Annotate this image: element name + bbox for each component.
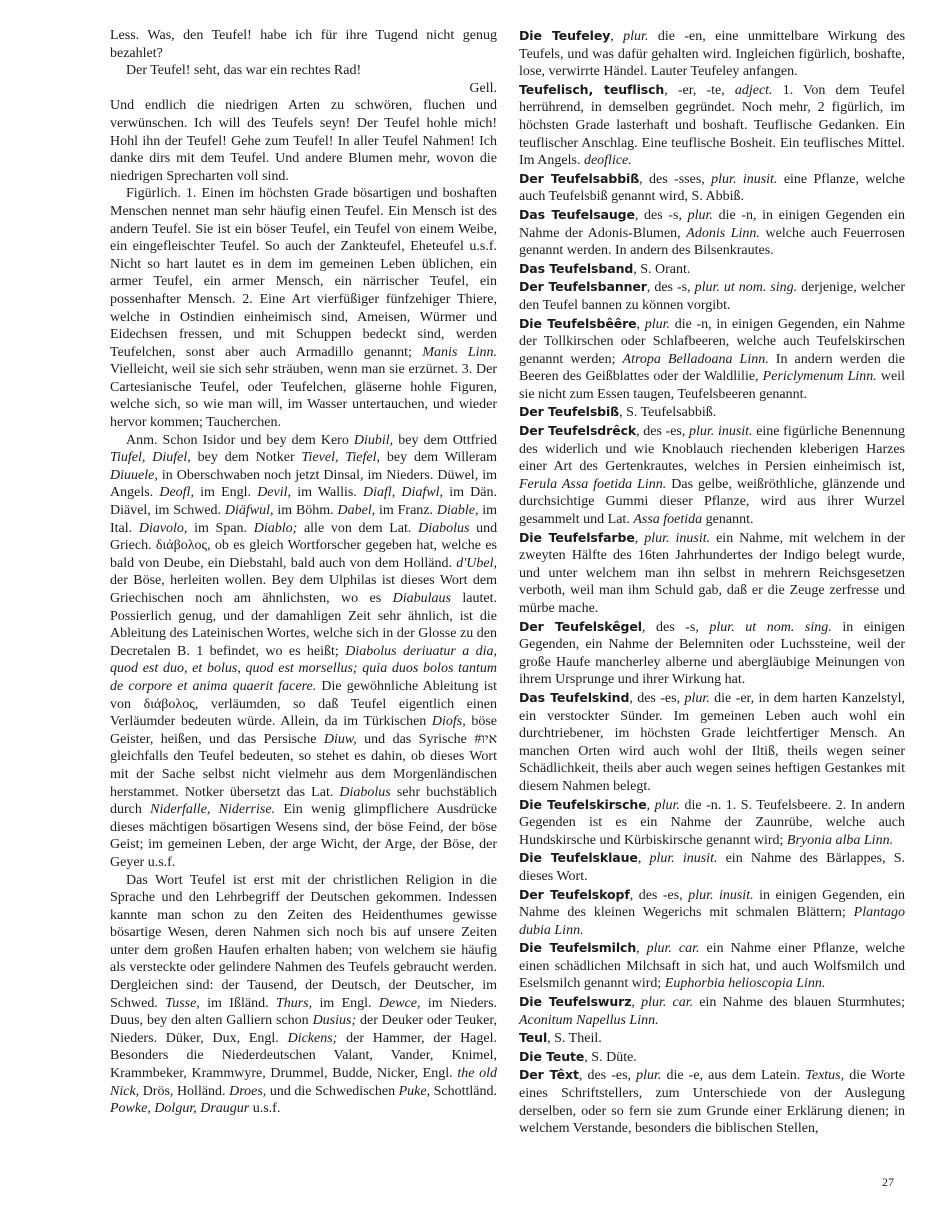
right-column bbox=[519, 27, 905, 1138]
entry-teul: Teul, S. Theil. bbox=[519, 1030, 602, 1047]
entry-teufelskind: Das Teufelskind, des -es, plur. die -er, in dem harten Kanzelstyl, ein verstockter Sünder. Im gemeinen Leben auch wohl ein durchtriebener, im höchsten Grade leichtfertiger Mensch. An manchen Orten wird auch wohl der Iltiß, theils wegen seiner Schädlichkeit, theils aber auch wegen seines heftigen Gestankes mit diesem Nahmen belegt. bbox=[519, 689, 906, 794]
quote-lessing: Less. Was, den Teufel! habe ich für ihre Tugend nicht genug bezahlet? bbox=[110, 28, 497, 61]
page-number: 27 bbox=[882, 1175, 894, 1189]
entry-teufelsdreck: Der Teufelsdrêck, des -es, plur. inusit. eine figürliche Benennung des widerlich und wie Knoblauch riechenden kleberigen Harzes einer Art des Gertenkrautes, welches in Persien einheimisch ist, Ferula Assa foetida Linn. Das gelbe, weißröthliche, glänzende und durchsichtige Gummi dieser Pflanze, wird aus ihrer Wurzel gesammelt und Lat. Assa foetida genannt. bbox=[519, 423, 906, 528]
entry-teufeley: Die Teufeley, plur. die -en, eine unmittelbare Wirkung des Teufels, und was dafür gehalten wird. Ingleichen figürlich, boshafte, lose, verwirrte Händel. Lauter Teufeley anfangen. bbox=[519, 28, 906, 80]
entry-teufelsmilch: Die Teufelsmilch, plur. car. ein Nahme einer Pflanze, welche einen schädlichen Milchsaft in sich hat, und auch Wolfsmilch und Eselsmilch genannt wird; Euphorbia helioscopia Linn. bbox=[519, 940, 906, 992]
paragraph-anmerkung: Anm. Schon Isidor und bey dem Kero Diubil, bey dem Ottfried Tiufel, Diufel, bey dem Notker Tievel, Tiefel, bey dem Willeram Diuuele, in Oberschwaben noch jetzt Dinsal, im Nieders. Düwel, im Angels. Deofl, im Engl. Devil, im Wallis. Diafl, Diafwl, im Dän. Diävel, im Schwed. Diäfwul, im Böhm. Dabel, im Franz. Diable, im Ital. Diavolo, im Span. Diablo; alle von dem Lat. Diabolus und Griech. διάβολος, ob es gleich Wortforscher gegeben hat, welche es bald von Deube, ein Diebstahl, bald auch von dem Holländ. d'Ubel, der Böse, herleiten wollen. Bey dem Ulphilas ist dieses Wort dem Griechischen noch am ähnlichsten, wo es Diabulaus lautet. Possierlich genug, und der damahligen Zeit sehr ähnlich, ist die Ableitung des Lateinischen Wortes, welche sich in der Glosse zu den Decretalen B. 1 befindet, wo es heißt; Diabolus deriuatur a dia, quod est duo, et bolus, quod est morsellus; quia duos bolos tantum de corpore et anima quaerit facere. Die gewöhnliche Ableitung ist von διάβολος, verläumden, so daß Teufel eigentlich einen Verläumder bedeuten würde. Allein, da im Türkischen Diofs, böse Geister, heißen, und das Persische Diuw, und das Syrische #‏איו‏ gleichfalls den Teufel bedeuten, so stehet es dahin, ob dieses Wort mit der Sache selbst nicht vielmehr aus dem Morgenländischen herstammet. Notker übersetzt das Lat. Diabolus sehr buchstäblich durch Niderfalle, Niderrise. Ein wenig glimpflichere Ausdrücke dieses mächtigen bösartigen Wesens sind, der böse Feind, der böse Geist; im gemeinen Leben, der arge Wicht, der Arge, der Böse, der Geyer u.s.f. bbox=[110, 432, 498, 870]
entry-teufelisch: Teufelisch, teuflisch, -er, -te, adject. 1. Von dem Teufel herrührend, in demselben gegründet. Noch mehr, 2 figürlich, im höchsten Grade lasterhaft und boshaft. Teuflische Gedanken. Ein teuflischer Anschlag. Eine teuflische Bosheit. Ein teuflisches Mittel. Im Angels. deoflice. bbox=[519, 81, 906, 169]
quote-attribution: Gell. bbox=[469, 80, 497, 96]
entry-teufelskegel: Der Teufelskêgel, des -s, plur. ut nom. sing. in einigen Gegenden, ein Nahme der Belemniten oder Luchssteine, weil der große Haufe mancherley alberne und abergläubige Meinungen von ihrem Ursprunge und ihrer Wirkung hat. bbox=[519, 618, 905, 688]
left-column bbox=[110, 27, 497, 1118]
quote-gellert: Der Teufel! seht, das war ein rechtes Rad! bbox=[126, 63, 362, 79]
entry-teufelsbiss: Der Teufelsbiß, S. Teufelsabbiß. bbox=[519, 404, 717, 421]
entry-teufelsauge: Das Teufelsauge, des -s, plur. die -n, in einigen Gegenden ein Nahme der Adonis-Blumen, Adonis Linn. welche auch Feuerrosen genannt werden. In andern des Bilsenkrautes. bbox=[519, 206, 906, 259]
entry-teufelsband: Das Teufelsband, S. Orant. bbox=[519, 260, 691, 277]
paragraph-wort-teufel: Das Wort Teufel ist erst mit der christlichen Religion in die Sprache und den Lehrbegriff der Deutschen gekommen. Indessen kannte man schon zu den Zeiten des Heidenthumes gewisse bösartige Wesen, deren Nahmen sich noch bis auf unsere Zeiten unter dem großen Haufen erhalten haben; von welchem sie häufig als versteckte oder gelindere Nahmen des Teufels gebraucht werden. Dergleichen sind: der Tausend, der Deutsch, der Deutscher, im Schwed. Tusse, im Ißländ. Thurs, im Engl. Dewce, im Nieders. Duus, bey den alten Galliern schon Dusius; der Deuker oder Teuker, Nieders. Düker, Dux, Engl. Dickens; der Hammer, der Hagel. Besonders die Niederdeutschen Valant, Vander, Knimel, Krammbeker, Krammwyre, Drummel, Budde, Nicker, Engl. the old Nick, Drös, Holländ. Droes, und die Schwedischen Puke, Schottländ. Powke, Dolgur, Draugur u.s.f. bbox=[110, 872, 498, 1117]
entry-teute: Die Teute, S. Düte. bbox=[519, 1048, 637, 1065]
entry-teufelsklaue: Die Teufelsklaue, plur. inusit. ein Nahme des Bärlappes, S. dieses Wort. bbox=[519, 850, 906, 884]
entry-teufelsbanner: Der Teufelsbanner, des -s, plur. ut nom. sing. derjenige, welcher den Teufel bannen zu können vorgibt. bbox=[519, 279, 905, 313]
entry-teufelskopf: Der Teufelskopf, des -es, plur. inusit. in einigen Gegenden, ein Nahme des kleinen Wegerichs mit schmalen Blättern; Plantago dubia Linn. bbox=[519, 886, 906, 938]
paragraph-curses: Und endlich die niedrigen Arten zu schwören, fluchen und verwünschen. Ich will des Teufels seyn! Der Teufel hohle mich! Hohl ihn der Teufel! Gehe zum Teufel! In aller Teufel Nahmen! Ich danke dirs mit dem Teufel. Und andere Blumen mehr, wovon die niedrigen Sprecharten voll sind. bbox=[110, 98, 497, 184]
entry-teufelsfarbe: Die Teufelsfarbe, plur. inusit. ein Nahme, mit welchem in der zweyten Hälfte des 16ten Jahrhundertes der Indigo belegt wurde, und unter welchem man ihn selbst in mehrern Reichsgesetzen verboth, weil man ihm Schuld gab, daß er die Zeuge zerfresse und mürbe mache. bbox=[519, 529, 906, 616]
entry-text: Der Têxt, des -es, plur. die -e, aus dem Latein. Textus, die Worte eines Schriftstellers, zum Unterschiede von der Auslegung derselben, oder so fern sie zum Grunde einer Erklärung dienen; in welchem Verstande, besonders die biblischen Stellen, bbox=[519, 1067, 905, 1137]
entry-teufelsbeere: Die Teufelsbêêre, plur. die -n, in einigen Gegenden, ein Nahme der Tollkirschen oder Schlafbeeren, welche auch Teufelskirschen genannt werden; Atropa Belladoana Linn. In andern werden die Beeren des Geißblattes oder der Waldlilie, Periclymenum Linn. weil sie nicht zum Essen taugen, Teufelsbeeren genannt. bbox=[519, 315, 906, 402]
entry-teufelsabbiss: Der Teufelsabbiß, des -sses, plur. inusit. eine Pflanze, welche auch Teufelsbiß genannt wird, S. Abbiß. bbox=[519, 170, 905, 205]
entry-teufelswurz: Die Teufelswurz, plur. car. ein Nahme des blauen Sturmhutes; Aconitum Napellus Linn. bbox=[519, 994, 906, 1028]
paragraph-figuerlich: Figürlich. 1. Einen im höchsten Grade bösartigen und boshaften Menschen nennet man sehr häufig einen Teufel. Ein Mensch ist des andern Teufel. Sie ist ein böser Teufel, ein Teufel von einem Weibe, ein eingefleischter Teufel. So auch der Zankteufel, Eheteufel u.s.f. Nicht so hart lautet es in dem im gemeinen Leben üblichen, ein armer Teufel, ein armer Mensch, ein närrischer Teufel, ein possenhafter Mensch. 2. Eine Art vierfüßiger fünfzehiger Thiere, welche in Ostindien einheimisch sind, Ameisen, Würmer und Eidechsen fressen, und mit Schuppen bedeckt sind, werden Teufelchen, sonst aber auch Armadillo genannt; Manis Linn. Vielleicht, weil sie sich sehr sträuben, wenn man sie erzürnet. 3. Der Cartesianische Teufel, oder Teufelchen, gläserne hohle Figuren, welche sich, so wie man will, im Wasser untertauchen, und wieder hervor kommen; Taucherchen. bbox=[110, 186, 498, 431]
entry-teufelskirsche: Die Teufelskirsche, plur. die -n. 1. S. Teufelsbeere. 2. In andern Gegenden ist es ein Nahme der Zaunrübe, welche auch Hundskirsche und Kürbiskirsche genannt wird; Bryonia alba Linn. bbox=[519, 796, 905, 848]
